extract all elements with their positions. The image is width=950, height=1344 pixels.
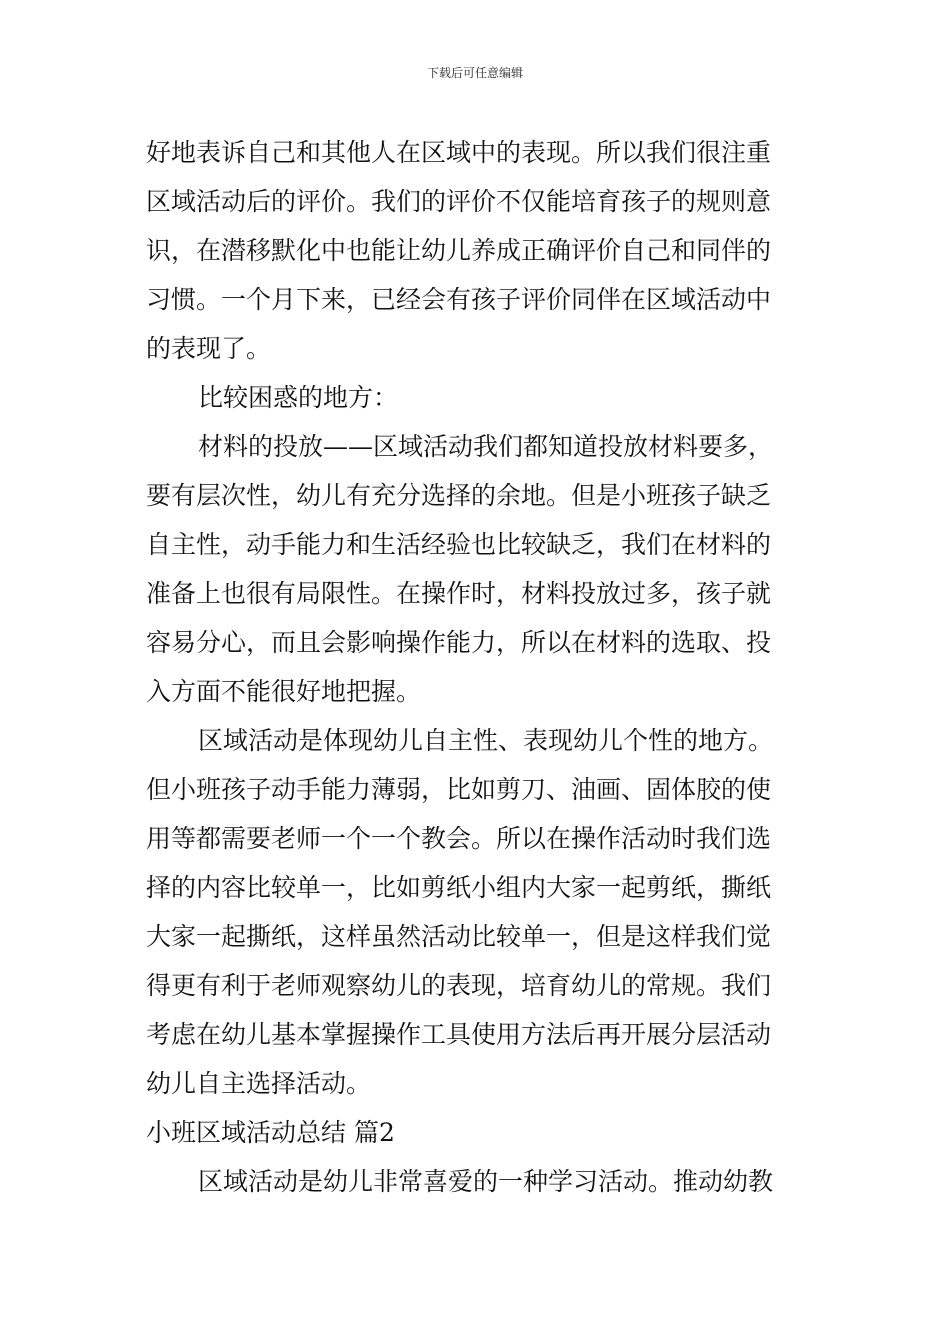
paragraph-start-line: 区域活动是幼儿非常喜爱的一种学习活动。推动幼教 (198, 1167, 774, 1196)
body-line: 自主性，动手能力和生活经验也比较缺乏，我们在材料的 (146, 530, 772, 559)
body-line: 用等都需要老师一个一个教会。所以在操作活动时我们选 (146, 824, 772, 853)
body-line: 的表现了。 (146, 334, 272, 363)
body-line: 得更有利于老师观察幼儿的表现，培育幼儿的常规。我们 (146, 971, 772, 1000)
section-subheading: 比较困惑的地方： (198, 383, 399, 412)
page-header: 下载后可任意编辑 (426, 66, 523, 80)
body-line: 习惯。一个月下来，已经会有孩子评价同伴在区域活动中 (146, 285, 772, 314)
body-line: 但小班孩子动手能力薄弱，比如剪刀、油画、固体胶的使 (146, 775, 772, 804)
body-line: 择的内容比较单一，比如剪纸小组内大家一起剪纸，撕纸 (146, 873, 772, 902)
body-line: 入方面不能很好地把握。 (146, 677, 422, 706)
body-line: 大家一起撕纸，这样虽然活动比较单一，但是这样我们觉 (146, 922, 772, 951)
section-heading: 小班区域活动总结 篇2 (146, 1118, 395, 1147)
paragraph-start-line: 材料的投放——区域活动我们都知道投放材料要多， (198, 432, 774, 461)
body-line: 识，在潜移默化中也能让幼儿养成正确评价自己和同伴的 (146, 236, 772, 265)
body-line: 准备上也很有局限性。在操作时，材料投放过多，孩子就 (146, 579, 772, 608)
body-line: 区域活动后的评价。我们的评价不仅能培育孩子的规则意 (146, 187, 772, 216)
body-line: 容易分心，而且会影响操作能力，所以在材料的选取、投 (146, 628, 772, 657)
body-line: 幼儿自主选择活动。 (146, 1069, 372, 1098)
body-line: 好地表诉自己和其他人在区域中的表现。所以我们很注重 (146, 138, 772, 167)
paragraph-start-line: 区域活动是体现幼儿自主性、表现幼儿个性的地方。 (198, 726, 774, 755)
body-line: 要有层次性，幼儿有充分选择的余地。但是小班孩子缺乏 (146, 481, 772, 510)
body-line: 考虑在幼儿基本掌握操作工具使用方法后再开展分层活动 (146, 1020, 772, 1049)
document-body (146, 128, 812, 1206)
